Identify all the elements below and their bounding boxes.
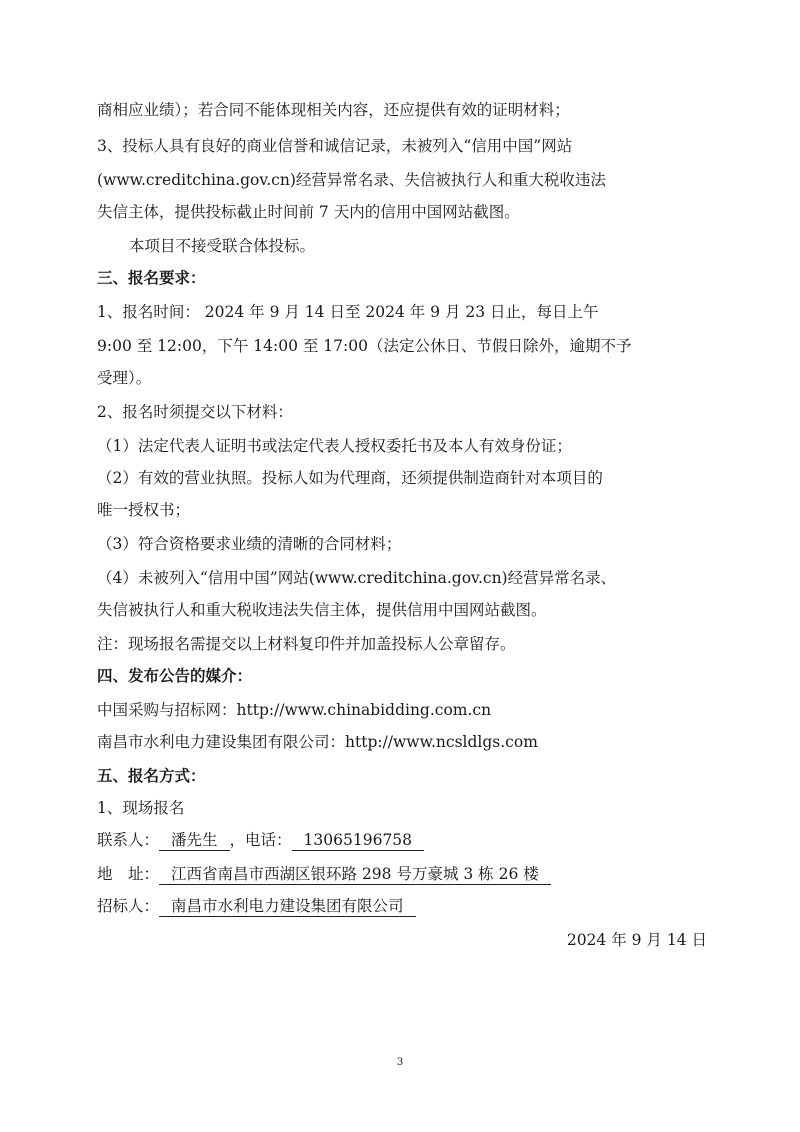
text-line-16: 失信被执行人和重大税收违法失信主体，提供信用中国网站截图。 <box>97 601 547 619</box>
contact-phone: 13065196758 <box>292 831 424 851</box>
contact-row <box>97 830 707 851</box>
text-line-9: 受理）。 <box>97 369 152 387</box>
text-line-5: 本项目不接受联合体投标。 <box>129 237 316 255</box>
text-line-10: 2、报名时须提交以下材料： <box>97 403 293 421</box>
text-line-8: 9:00 至 12:00，下午 14:00 至 17:00（法定公休日、节假日除外，逾期不予 <box>97 337 632 355</box>
tenderer-value: 南昌市水利电力建设集团有限公司 <box>159 897 416 917</box>
section-heading-5: 五、报名方式： <box>97 766 206 785</box>
text-line-13: 唯一授权书； <box>97 501 191 519</box>
text-line-7: 1、报名时间： 2024 年 9 月 14 日至 2024 年 9 月 23 日止，每日上午 <box>97 303 599 321</box>
tenderer-row <box>97 896 707 917</box>
text-line-20: 南昌市水利电力建设集团有限公司：http://www.ncsldlgs.com <box>97 733 538 751</box>
phone-label: ，电话： <box>229 831 292 849</box>
text-line-15: （4）未被列入“信用中国”网站(www.creditchina.gov.cn)经营异常名录、 <box>97 569 617 587</box>
address-row <box>97 864 707 885</box>
contact-name: 潘先生 <box>159 831 230 851</box>
text-line-11: （1）法定代表人证明书或法定代表人授权委托书及本人有效身份证； <box>97 437 572 455</box>
text-line-2: 3、投标人具有良好的商业信誉和诚信记录，未被列入“信用中国”网站 <box>97 137 573 155</box>
text-line-3: (www.creditchina.gov.cn)经营异常名录、失信被执行人和重大税收违法 <box>97 171 606 189</box>
text-line-12: （2）有效的营业执照。投标人如为代理商，还须提供制造商针对本项目的 <box>97 469 603 487</box>
address-label: 地 址： <box>97 865 160 883</box>
contact-label: 联系人： <box>97 831 160 849</box>
text-line-19: 中国采购与招标网：http://www.chinabidding.com.cn <box>97 701 492 719</box>
text-line-4: 失信主体，提供投标截止时间前 7 天内的信用中国网站截图。 <box>97 203 520 221</box>
section-heading-3: 三、报名要求： <box>97 268 206 287</box>
text-line-22: 1、现场报名 <box>97 799 185 817</box>
section-heading-4: 四、发布公告的媒介： <box>97 666 253 685</box>
page-number: 3 <box>396 1057 404 1068</box>
text-line-1: 商相应业绩）；若合同不能体现相关内容，还应提供有效的证明材料； <box>97 101 570 119</box>
address-value: 江西省南昌市西湖区银环路 298 号万豪城 3 栋 26 楼 <box>159 865 551 885</box>
document-date: 2024 年 9 月 14 日 <box>566 931 707 949</box>
text-line-17: 注：现场报名需提交以上材料复印件并加盖投标人公章留存。 <box>97 635 516 653</box>
text-line-14: （3）符合资格要求业绩的清晰的合同材料； <box>97 535 402 553</box>
tenderer-label: 招标人： <box>97 897 160 915</box>
